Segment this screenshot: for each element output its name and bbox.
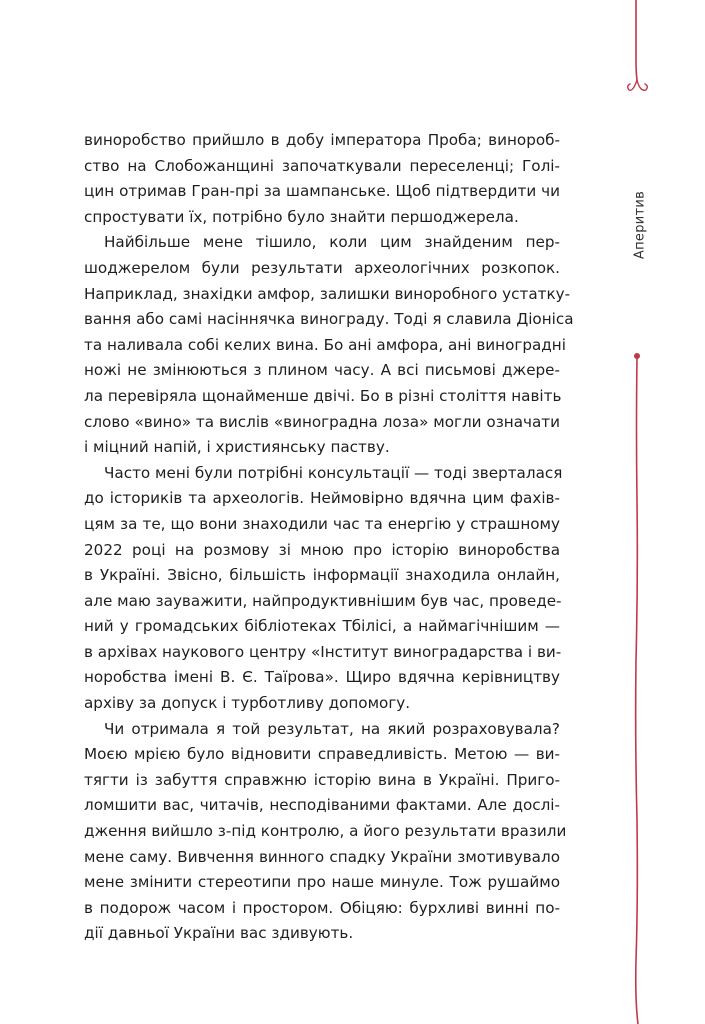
text-line: дії давньої України вас здивують. [84,924,354,943]
text-line: Моєю мрією було відновити справедливість. Метою — ви- [84,745,560,764]
vine-line-top [636,0,637,80]
text-line: 2022 році на розмову зі мною про історію виноробства [84,540,560,559]
vine-line-bottom [636,358,638,1024]
text-line: виноробство прийшло в добу імператора Проба; винороб- [84,131,560,149]
text-line: до істориків та археологів. Неймовірно вдячна цим фахів- [84,489,560,508]
text-line: в подорож часом і простором. Обіцяю: бурхливі винні по- [84,898,560,917]
paragraph [84,128,560,230]
text-line: тягти із забуття справжню історію вина в Україні. Приго- [84,770,560,789]
text-line: Наприклад, знахідки амфор, залишки виноробного устатку- [84,284,571,303]
text-line: слово «вино» та вислів «виноградна лоза» могли означати [84,412,560,431]
body-text [84,128,574,947]
text-line: але маю зауважити, найпродуктивнішим був час, проведе- [84,591,562,610]
running-header-title: Аперитив [632,190,648,260]
text-line: цям за те, що вони знаходили час та енергію у страшному [84,514,560,533]
text-line: Найбільше мене тішило, коли цим знайденим пер- [104,233,560,252]
paragraph [84,230,574,460]
text-line: в Україні. Звісно, більшість інформації знаходила онлайн, [84,566,560,585]
paragraph [84,717,567,947]
text-line: вання або самі насіннячка винограду. Тоді я славила Діоніса [84,310,574,329]
text-line: шоджерелом були результати археологічних розкопок. [84,258,560,277]
text-line: в архівах наукового центру «Інститут виноградарства і ви- [84,642,562,661]
paragraph [84,461,563,717]
text-line: ство на Слобожанщині започаткували переселенці; Голі- [84,156,560,175]
text-line: та наливала собі келих вина. Бо ані амфора, ані виноградні [84,335,566,354]
vine-curl-icon [628,80,648,90]
text-line: ножі не змінюються з плином часу. А всі письмові джере- [84,361,560,380]
text-line: і міцний напій, і християнську паству. [84,438,390,457]
text-line: Чи отримала я той результат, на який розраховувала? [104,719,560,738]
text-line: ний у громадських бібліотеках Тбілісі, а наймагічнішим — [84,617,560,636]
text-line: мене змінити стереотипи про наше минуле. Тож рушаймо [84,873,560,892]
text-line: спростувати їх, потрібно було знайти першоджерела. [84,207,519,226]
text-line: цин отримав Гран-прі за шампанське. Щоб підтвердити чи [84,182,560,201]
text-line: дження вийшло з-під контролю, а його результати вразили [84,822,567,841]
text-line: архіву за допуск і турботливу допомогу. [84,694,411,713]
text-line: норобства імені В. Є. Таїрова». Щиро вдячна керівництву [84,668,560,687]
text-line: ломшити вас, читачів, несподіваними фактами. Але дослі- [84,796,560,815]
text-line: ла перевіряла щонайменше двічі. Бо в різні століття навіть [84,386,562,405]
text-line: мене саму. Вивчення винного спадку України змотивувало [84,847,560,866]
text-line: Часто мені були потрібні консультації — тоді зверталася [104,463,563,482]
